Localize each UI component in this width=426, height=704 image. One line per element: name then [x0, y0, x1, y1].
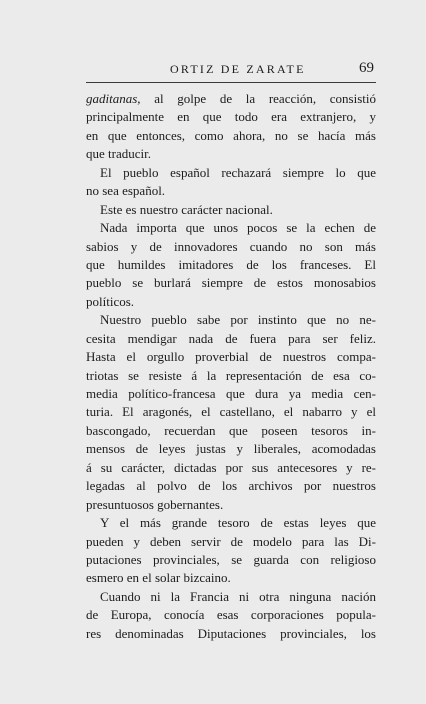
header-rule: [86, 82, 376, 83]
text-line-content: sabios y de innovadores cuando no son más: [86, 238, 376, 254]
text-line-content: Hasta el orgullo proverbial de nuestros compa-: [86, 349, 376, 365]
text-line: [86, 551, 376, 569]
text-line-content: media político-francesa que dura ya media cen-: [86, 386, 376, 401]
text-line: [86, 108, 376, 126]
text-line-content: El pueblo español rechazará siempre lo que: [100, 164, 376, 180]
text-line-content: mensos de leyes justas y liberales, acomodadas: [86, 441, 376, 457]
page-number: 69: [359, 60, 374, 76]
text-line: [86, 533, 376, 551]
text-line-content: Cuando ni la Francia ni otra ninguna nación: [100, 588, 376, 604]
text-line: [86, 385, 376, 403]
text-line-content: putaciones provinciales, se guarda con religioso: [86, 551, 376, 567]
text-line-content: triotas se resiste á la representación de esa co-: [86, 367, 376, 383]
text-line-content: que humildes imitadores de los franceses. El: [86, 256, 376, 272]
text-line: [86, 625, 376, 643]
running-head-title: ORTIZ DE ZARATE: [170, 62, 306, 76]
text-line: [86, 164, 376, 182]
running-head: [86, 60, 376, 80]
text-line-content: Nuestro pueblo sabe por instinto que no ne-: [100, 312, 376, 328]
text-line: [86, 514, 376, 532]
text-line-content: pueblo se burlará siempre de estos monosabios: [86, 275, 376, 291]
text-line-content: en que entonces, como ahora, no se hacía más: [86, 127, 376, 143]
text-line-content: legadas al polvo de los archivos por nuestros: [86, 478, 376, 494]
text-line-content: turia. El aragonés, el castellano, el nabarro y el: [86, 404, 376, 420]
text-line-content: al golpe de la reacción, consistió: [140, 91, 376, 106]
text-line-content: bascongado, recuerdan que poseen tesoros in-: [86, 422, 376, 438]
text-line: [86, 459, 376, 477]
text-line: [86, 569, 376, 587]
text-line: [86, 606, 376, 624]
text-line: [86, 274, 376, 292]
text-line-content: Y el más grande tesoro de estas leyes que: [100, 515, 376, 531]
text-line: [86, 256, 376, 274]
text-line: [86, 588, 376, 606]
text-line: [86, 367, 376, 385]
text-line: [86, 293, 376, 311]
text-line: [86, 127, 376, 145]
text-line: [86, 403, 376, 421]
text-line: [86, 311, 376, 329]
text-line-content: de Europa, conocía esas corporaciones popula-: [86, 607, 376, 623]
text-line: [86, 238, 376, 256]
text-line: [86, 496, 376, 514]
text-line-content: presuntuosos gobernantes.: [86, 496, 224, 512]
text-line: [86, 477, 376, 495]
body-text: [86, 90, 376, 643]
text-line: [86, 201, 376, 219]
italic-word: gaditanas,: [86, 91, 141, 106]
text-line-content: Este es nuestro carácter nacional.: [100, 201, 273, 217]
text-line: [86, 90, 376, 108]
text-line-content: á su carácter, dictadas por sus antecesores y re-: [86, 459, 376, 475]
text-line-content: principalmente en que todo era extranjero, y: [86, 109, 376, 125]
text-line-content: políticos.: [86, 293, 135, 309]
text-line: [86, 330, 376, 348]
text-line-content: esmero en el solar bizcaino.: [86, 570, 231, 586]
text-line: [86, 348, 376, 366]
text-line: [86, 145, 376, 163]
text-line-content: cesita mendigar nada de fuera para ser feliz.: [86, 330, 376, 346]
text-line-content: Nada importa que unos pocos se la echen de: [100, 220, 376, 236]
text-line-content: no sea español.: [86, 183, 166, 199]
text-line: [86, 440, 376, 458]
text-line-content: que traducir.: [86, 146, 151, 162]
text-line: [86, 182, 376, 200]
text-line-content: res denominadas Diputaciones provinciales, los: [86, 625, 376, 641]
text-line: [86, 219, 376, 237]
text-line: [86, 422, 376, 440]
text-line-content: pueden y deben servir de modelo para las Di-: [86, 533, 376, 549]
